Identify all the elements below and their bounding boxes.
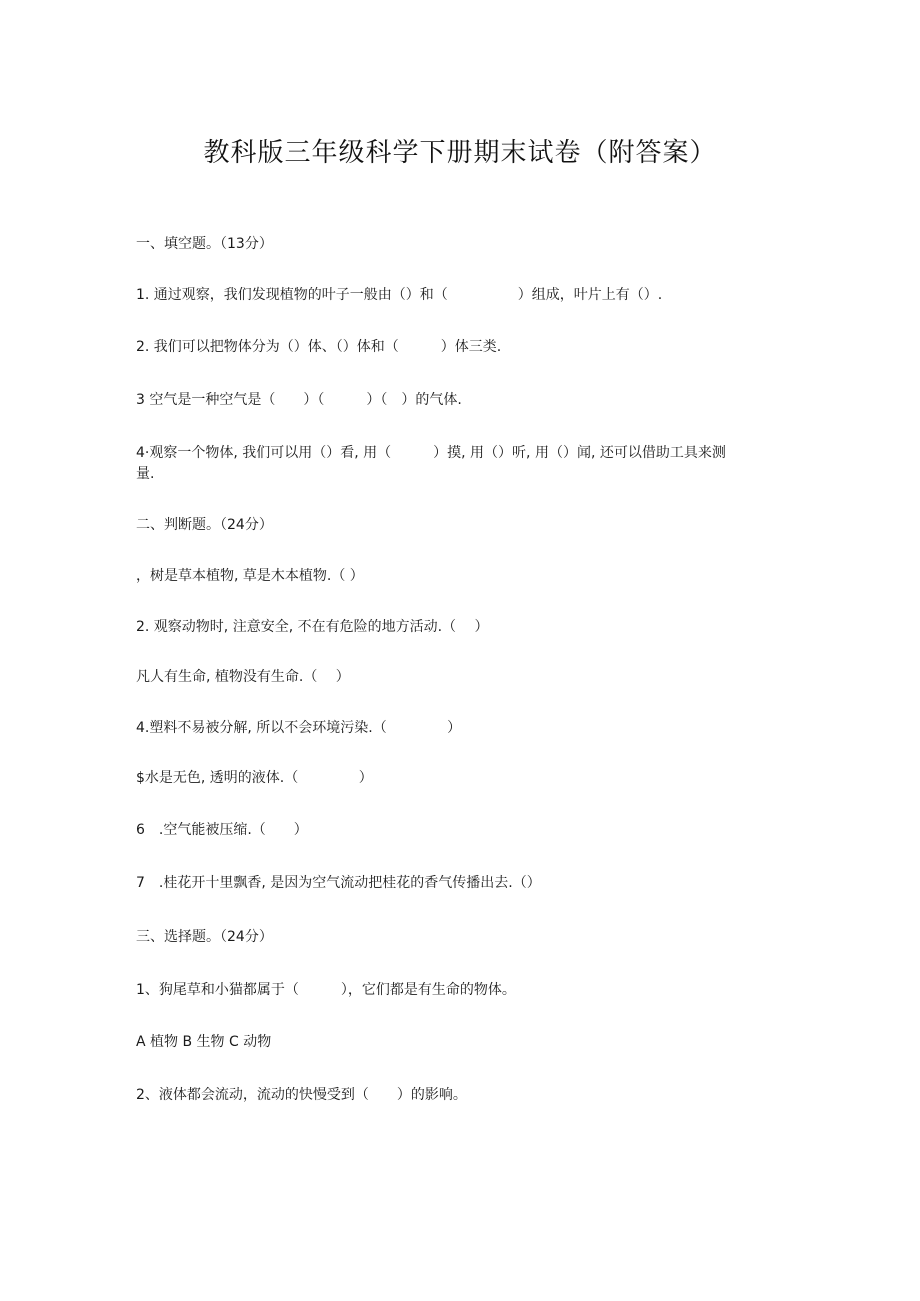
section-heading-fill-blank: 一、填空题。（13分） <box>136 236 273 252</box>
true-false-question-7: 7 .桂花开十里飘香, 是因为空气流动把桂花的香气传播出去.（） <box>136 875 541 891</box>
true-false-question-2: 2. 观察动物时, 注意安全, 不在有危险的地方活动.（ ） <box>136 619 489 635</box>
true-false-question-5: $水是无色, 透明的液体.（ ） <box>136 770 373 786</box>
fill-blank-question-1: 1. 通过观察，我们发现植物的叶子一般由（）和（ ）组成，叶片上有（）. <box>136 287 663 303</box>
section-heading-true-false: 二、判断题。（24分） <box>136 517 273 533</box>
true-false-question-3: 凡人有生命, 植物没有生命.（ ） <box>136 669 350 685</box>
fill-blank-question-2: 2. 我们可以把物体分为（）体、（）体和（ ）体三类. <box>136 339 502 355</box>
true-false-question-4: 4.塑料不易被分解, 所以不会环境污染.（ ） <box>136 720 462 736</box>
fill-blank-question-3: 3 空气是一种空气是（ ）（ ）（ ）的气体. <box>136 392 462 408</box>
fill-blank-question-4: 4·观察一个物体, 我们可以用（）看, 用（ ）摸, 用（）听, 用（）闻, 还可以借助工具来测量. <box>136 445 726 482</box>
section-heading-choice: 三、选择题。（24分） <box>136 929 273 945</box>
choice-question-1: 1、狗尾草和小猫都属于（ ），它们都是有生命的物体。 <box>136 982 516 998</box>
document-title: 教科版三年级科学下册期末试卷（附答案） <box>203 138 717 168</box>
choice-question-2: 2、液体都会流动，流动的快慢受到（ ）的影响。 <box>136 1087 467 1103</box>
choice-question-1-options: A 植物 B 生物 C 动物 <box>136 1034 272 1050</box>
true-false-question-1: ，树是草本植物, 草是木本植物.（ ） <box>136 568 364 584</box>
true-false-question-6: 6 .空气能被压缩.（ ） <box>136 822 308 838</box>
